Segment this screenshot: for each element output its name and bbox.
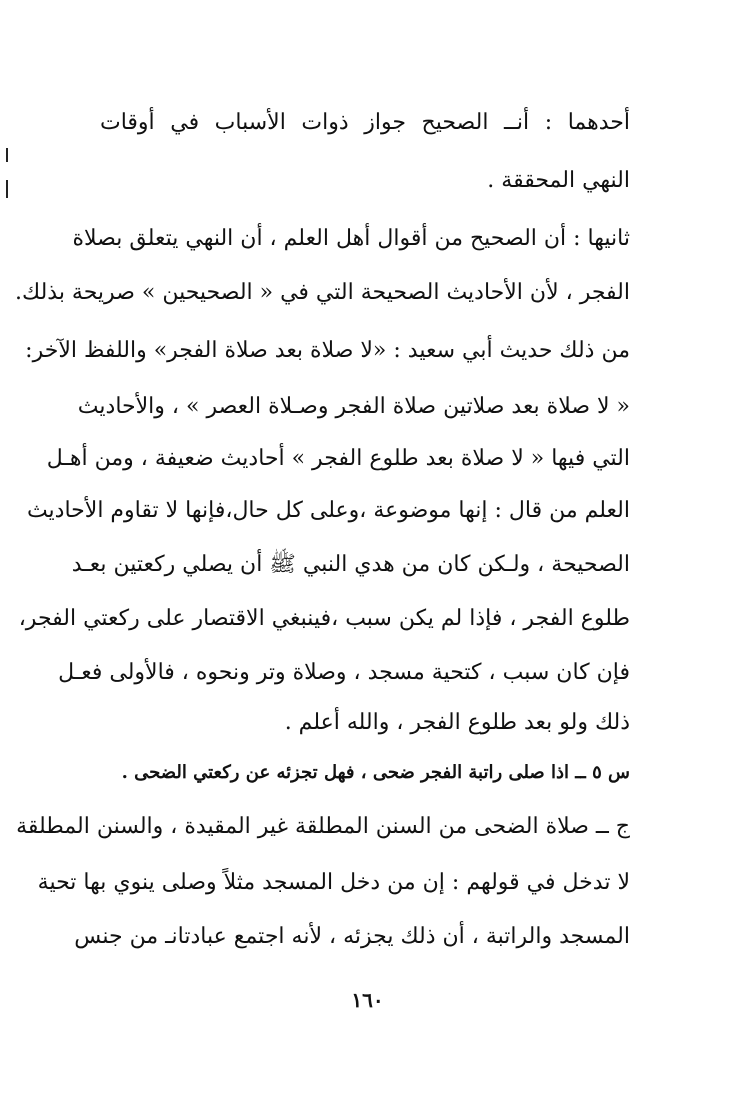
margin-mark-bottom: [6, 180, 8, 198]
text-line: العلم من قال : إنها موضوعة ،وعلى كل حال،فإنها لا تقاوم الأحاديث: [26, 498, 630, 523]
answer-line: ج ــ صلاة الضحى من السنن المطلقة غير المقيدة ، والسنن المطلقة: [16, 814, 630, 839]
text-line: طلوع الفجر ، فإذا لم يكن سبب ،فينبغي الاقتصار على ركعتي الفجر،: [18, 606, 630, 631]
text-line: أحدهما : أنــ الصحيح جواز ذوات الأسباب في أوقات: [100, 110, 630, 135]
text-line: فإن كان سبب ، كتحية مسجد ، وصلاة وتر ونحوه ، فالأولى فعـل: [58, 660, 630, 685]
question-heading: س ٥ ــ اذا صلى راتبة الفجر ضحى ، فهل تجزئه عن ركعتي الضحى .: [121, 762, 630, 783]
text-line: « لا صلاة بعد صلاتين صلاة الفجر وصـلاة العصر » ، والأحاديث: [77, 394, 630, 419]
answer-line: لا تدخل في قولهم : إن من دخل المسجد مثلاً وصلى ينوي بها تحية: [37, 870, 630, 895]
text-line: من ذلك حديث أبي سعيد : «لا صلاة بعد صلاة الفجر» واللفظ الآخر:: [25, 338, 630, 363]
answer-line: المسجد والراتبة ، أن ذلك يجزئه ، لأنه اجتمع عبادتانـ من جنس: [74, 924, 630, 949]
text-line: ثانيها : أن الصحيح من أقوال أهل العلم ، أن النهي يتعلق بصلاة: [72, 226, 630, 251]
text-line: ذلك ولو بعد طلوع الفجر ، والله أعلم .: [284, 710, 630, 735]
text-line: التي فيها « لا صلاة بعد طلوع الفجر » أحاديث ضعيفة ، ومن أهـل: [46, 446, 630, 471]
text-line: الفجر ، لأن الأحاديث الصحيحة التي في « الصحيحين » صريحة بذلك.: [15, 280, 630, 305]
text-line: النهي المحققة .: [487, 168, 630, 193]
margin-mark-top: [6, 148, 8, 162]
text-line: الصحيحة ، ولـكن كان من هدي النبي ﷺ أن يصلي ركعتين بعـد: [71, 552, 630, 577]
page-number: ١٦٠: [351, 988, 384, 1012]
